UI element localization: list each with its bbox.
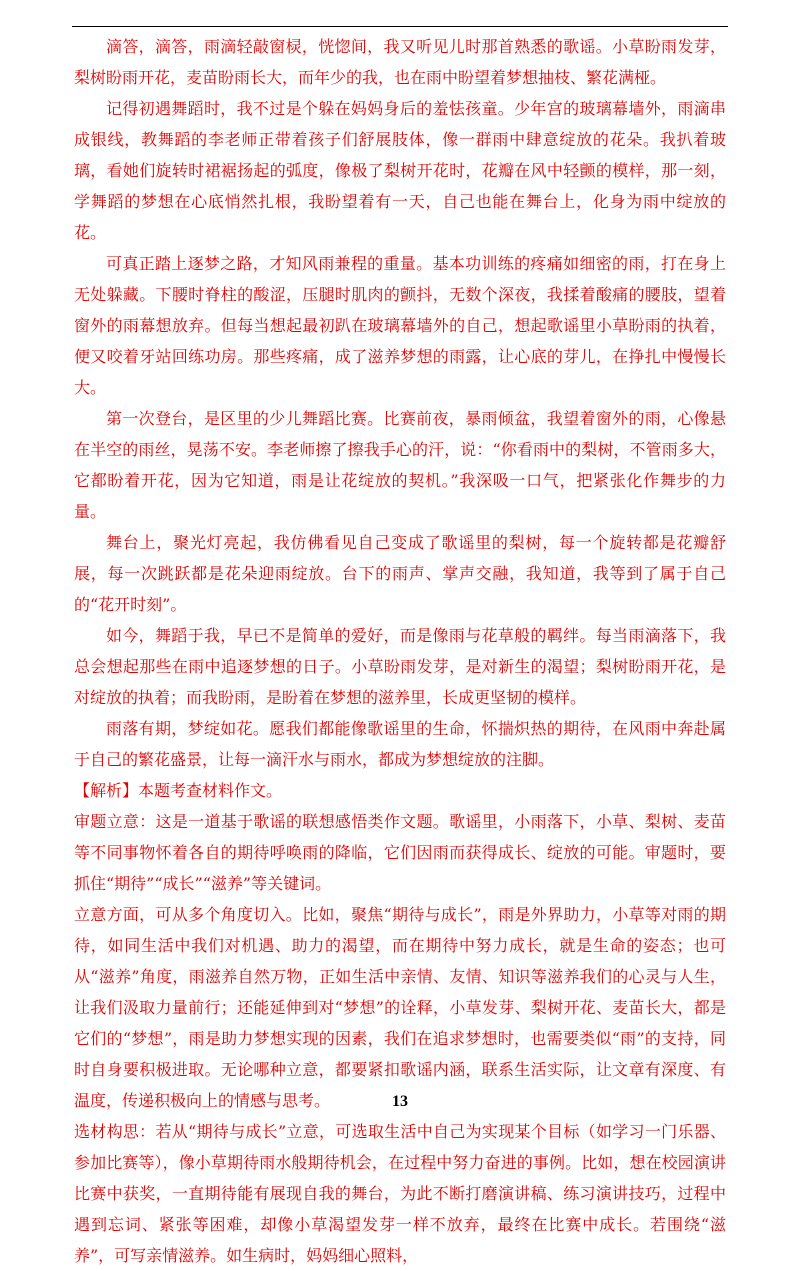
- essay-paragraph: 如今，舞蹈于我，早已不是简单的爱好，而是像雨与花草般的羁绊。每当雨滴落下，我总会想起那些在雨中追逐梦想的日子。小草盼雨发芽，是对新生的渴望；梨树盼雨开花，是对绽放的执着；而我盼雨，是盼着在梦想的滋养里，长成更坚韧的模样。: [74, 626, 726, 707]
- essay-paragraph: 记得初遇舞蹈时，我不过是个躲在妈妈身后的羞怯孩童。少年宫的玻璃幕墙外，雨滴串成银线，教舞蹈的李老师正带着孩子们舒展肢体，像一群雨中肆意绽放的花朵。我扒着玻璃，看她们旋转时裙裾扬起的弧度，像极了梨树开花时，花瓣在风中轻颤的模样，那一刻，学舞蹈的梦想在心底悄然扎根，我盼望着有一天，自己也能在舞台上，化身为雨中绽放的花。: [74, 99, 726, 242]
- analysis-intro: [74, 775, 726, 806]
- essay-paragraph: 舞台上，聚光灯亮起，我仿佛看见自己变成了歌谣里的梨树，每一个旋转都是花瓣舒展，每一次跳跃都是花朵迎雨绽放。台下的雨声、掌声交融，我知道，我等到了属于自己的“花开时刻”。: [74, 533, 726, 614]
- essay-paragraph: 雨落有期，梦绽如花。愿我们都能像歌谣里的生命，怀揣炽热的期待，在风雨中奔赴属于自己的繁花盛景，让每一滴汗水与雨水，都成为梦想绽放的注脚。: [74, 719, 726, 769]
- header-rule: [72, 26, 728, 27]
- analysis-intro-text: 本题考查材料作文。: [138, 781, 283, 800]
- analysis-paragraph: 选材构思：若从“期待与成长”立意，可选取生活中自己为实现某个目标（如学习一门乐器、参加比赛等），像小草期待雨水般期待机会，在过程中努力奋进的事例。比如，想在校园演讲比赛中获奖，一直期待能有展现自我的舞台，为此不断打磨演讲稿、练习演讲技巧，过程中遇到忘词、紧张等困难，却像小草渴望发芽一样不放弃，最终在比赛中成长。若围绕“滋养”，可写亲情滋养。如生病时，妈妈细心照料，: [74, 1122, 726, 1265]
- analysis-paragraph: 立意方面，可从多个角度切入。比如，聚焦“期待与成长”，雨是外界助力，小草等对雨的期待，如同生活中我们对机遇、助力的渴望，而在期待中努力成长，就是生命的姿态；也可从“滋养”角度，雨滋养自然万物，正如生活中亲情、友情、知识等滋养我们的心灵与人生，让我们汲取力量前行；还能延伸到对“梦想”的诠释，小草发芽、梨树开花、麦苗长大，都是它们的“梦想”，雨是助力梦想实现的因素，我们在追求梦想时，也需要类似“雨”的支持，同时自身要积极进取。无论哪种立意，都要紧扣歌谣内涵，联系生活实际，让文章有深度、有温度，传递积极向上的情感与思考。: [74, 905, 726, 1110]
- analysis-section: [74, 775, 726, 1271]
- page-content: [74, 31, 726, 1271]
- essay-paragraph: 滴答，滴答，雨滴轻敲窗棂，恍惚间，我又听见儿时那首熟悉的歌谣。小草盼雨发芽，梨树盼雨开花，麦苗盼雨长大，而年少的我，也在雨中盼望着梦想抽枝、繁花满桠。: [74, 37, 726, 87]
- analysis-label: 【解析】: [74, 781, 139, 800]
- essay-paragraph: 第一次登台，是区里的少儿舞蹈比赛。比赛前夜，暴雨倾盆，我望着窗外的雨，心像悬在半空的雨丝，晃荡不安。李老师擦了擦我手心的汗，说：“你看雨中的梨树，不管雨多大，它都盼着开花，因为它知道，雨是让花绽放的契机。”我深吸一口气，把紧张化作舞步的力量。: [74, 409, 726, 521]
- sample-essay: [74, 31, 726, 775]
- page-number: 13: [392, 1093, 408, 1110]
- essay-paragraph: 可真正踏上逐梦之路，才知风雨兼程的重量。基本功训练的疼痛如细密的雨，打在身上无处躲藏。下腰时脊柱的酸涩，压腿时肌肉的颤抖，无数个深夜，我揉着酸痛的腰肢，望着窗外的雨幕想放弃。但每当想起最初趴在玻璃幕墙外的自己，想起歌谣里小草盼雨的执着，便又咬着牙站回练功房。那些疼痛，成了滋养梦想的雨露，让心底的芽儿，在挣扎中慢慢长大。: [74, 254, 726, 397]
- analysis-paragraph: 审题立意：这是一道基于歌谣的联想感悟类作文题。歌谣里，小雨落下，小草、梨树、麦苗等不同事物怀着各自的期待呼唤雨的降临，它们因雨而获得成长、绽放的可能。审题时，要抓住“期待”“成长”“滋养”等关键词。: [74, 812, 726, 893]
